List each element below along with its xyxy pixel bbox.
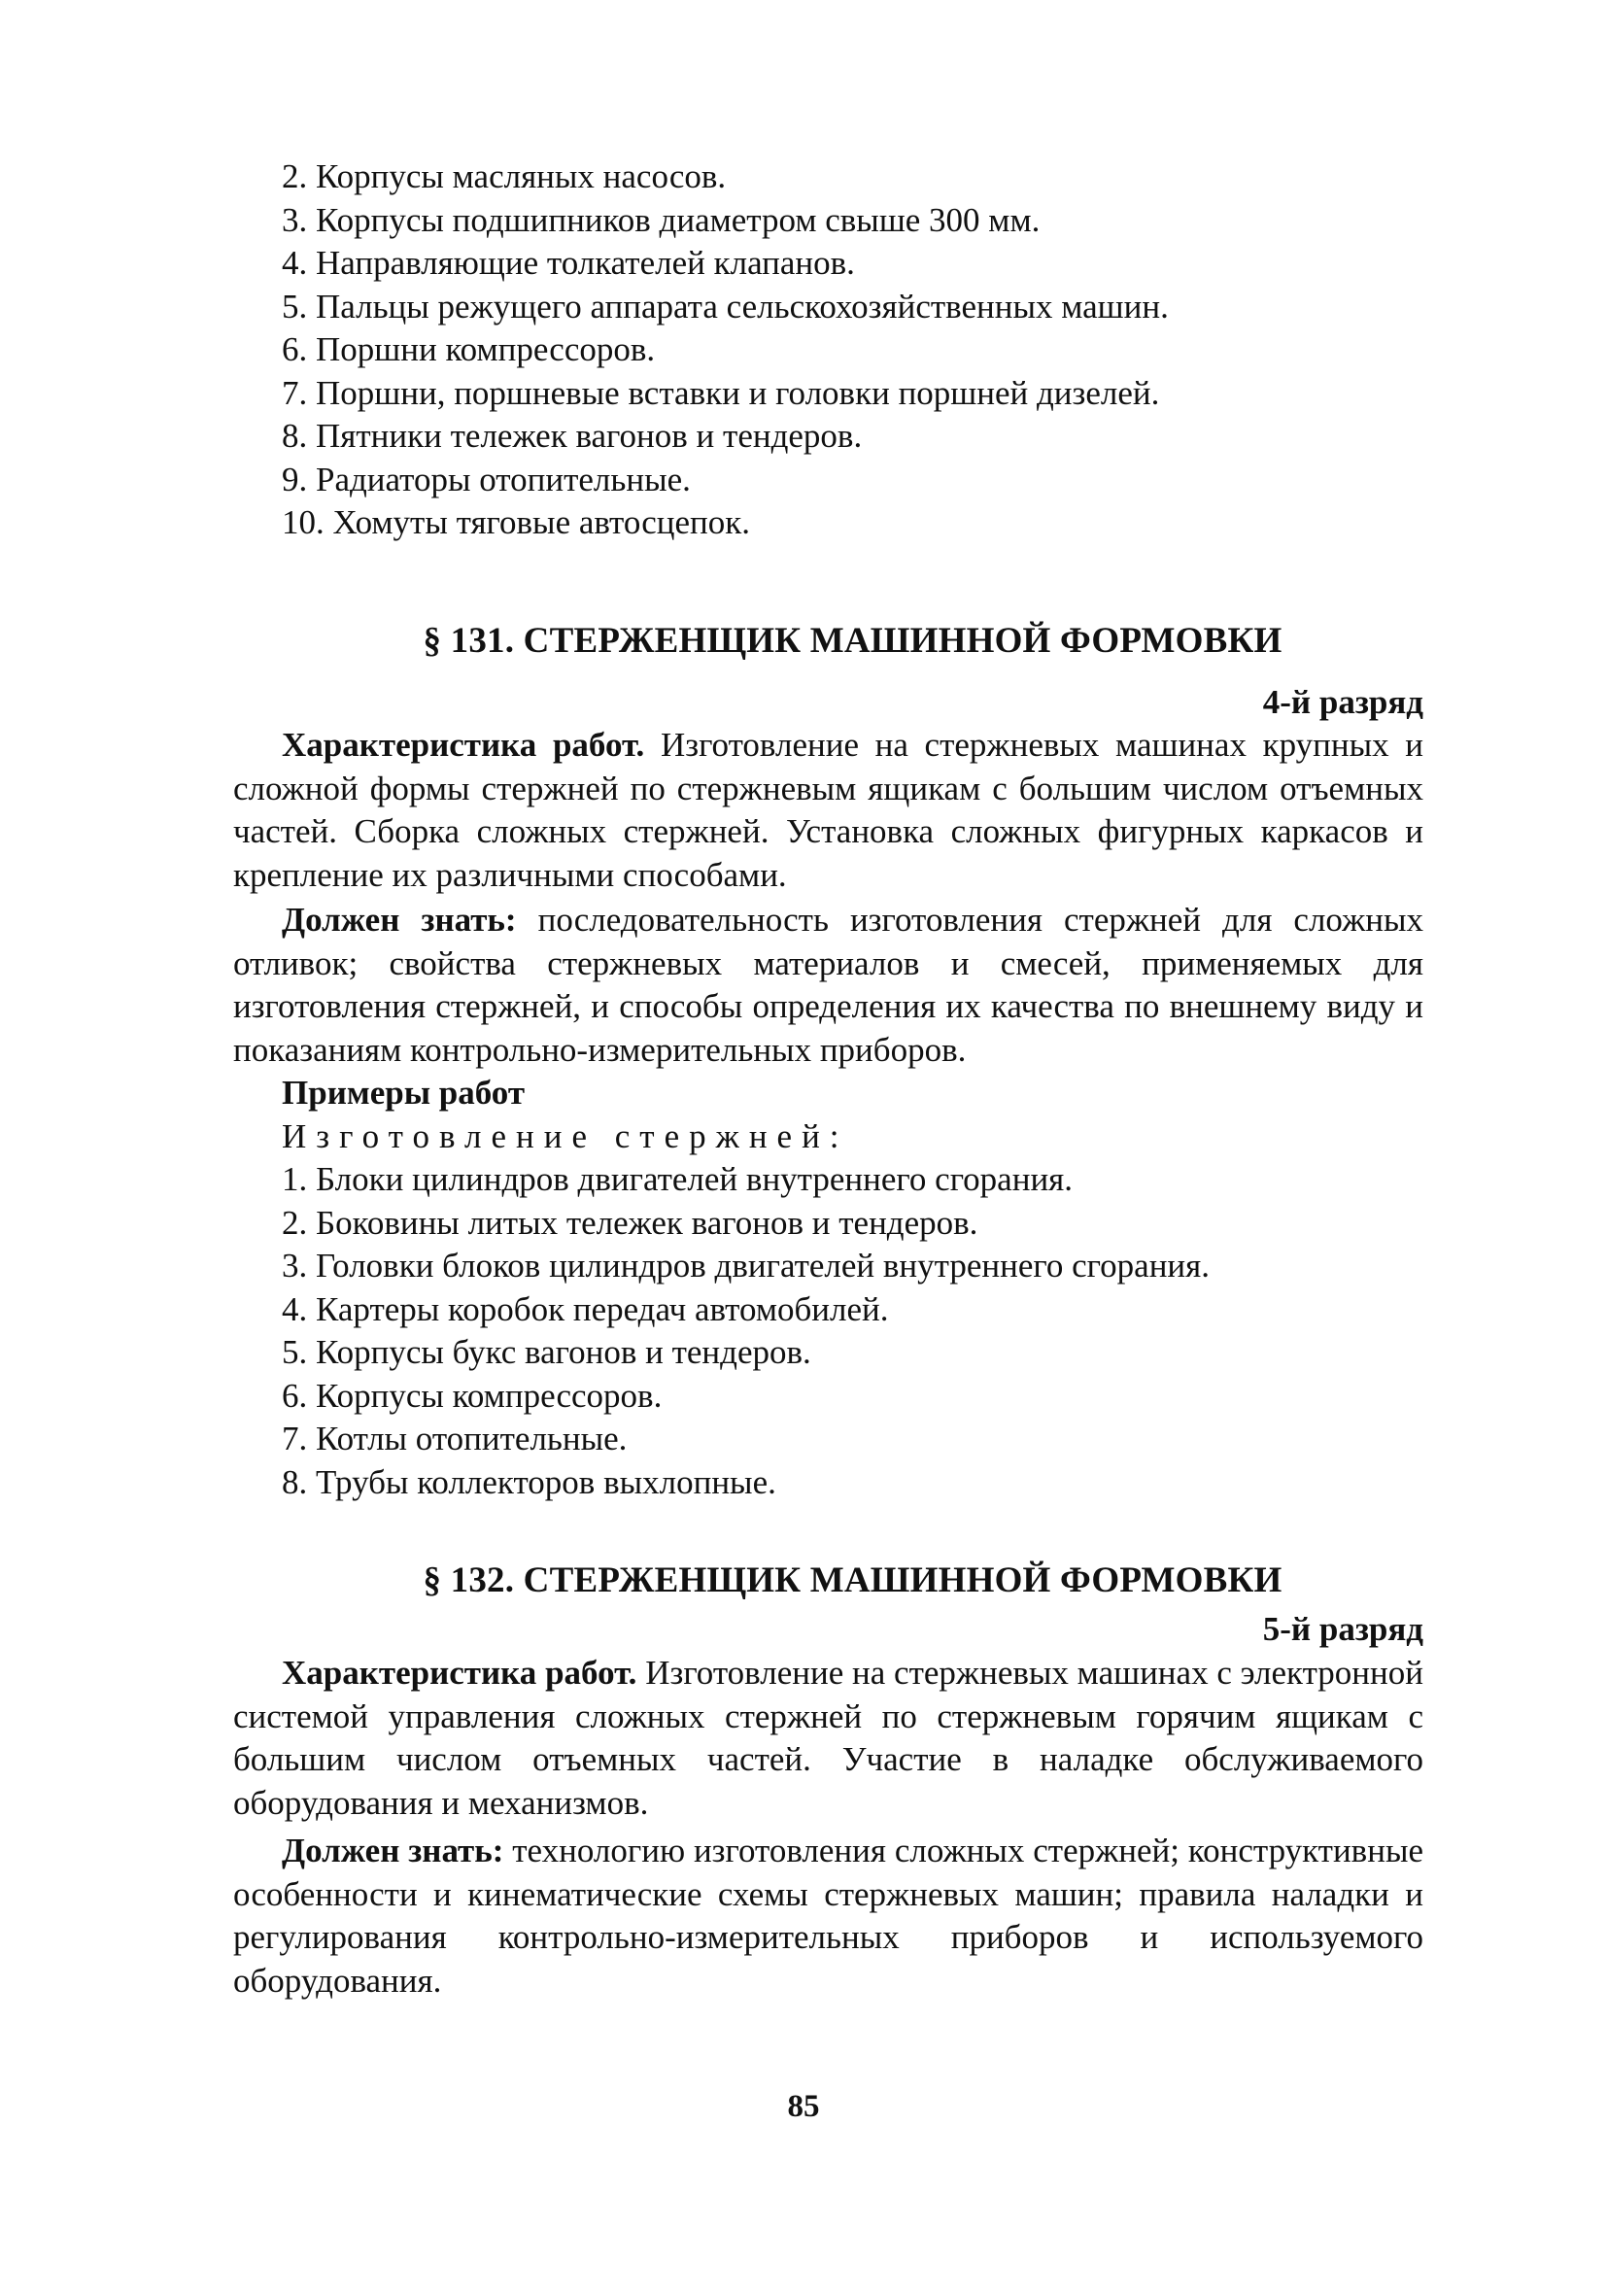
characteristics-text: Изготовление на стержневых машинах крупных и сложной формы стержней по стержневым ящикам с большим числом отъемных частей. Сборка сложных стержней. Установка сложных фигурных каркасов и крепление их различными способами. <box>233 726 1424 894</box>
knowledge-label: Должен знать: <box>282 901 517 939</box>
list-item: 6. Корпусы компрессоров. <box>282 1376 663 1415</box>
section-132-grade: 5-й разряд <box>1262 1610 1423 1648</box>
list-item: 5. Корпусы букс вагонов и тендеров. <box>282 1333 811 1371</box>
knowledge-text: технологию изготовления сложных стержней; конструктивные особенности и кинематические схемы стержневых машин; правила наладки и регулирования контрольно-измерительных приборов и используемого оборудования. <box>233 1832 1423 2000</box>
examples-subheading: Изготовление стержней: <box>282 1117 849 1155</box>
list-item: 7. Поршни, поршневые вставки и головки поршней дизелей. <box>282 373 1160 412</box>
list-item: 4. Картеры коробок передач автомобилей. <box>282 1289 889 1328</box>
list-item: 4. Направляющие толкателей клапанов. <box>282 244 855 282</box>
section-132-title: § 132. СТЕРЖЕНЩИК МАШИННОЙ ФОРМОВКИ <box>423 1560 1282 1600</box>
list-item: 8. Пятники тележек вагонов и тендеров. <box>282 417 863 455</box>
list-item: 2. Боковины литых тележек вагонов и тендеров. <box>282 1203 978 1242</box>
section-132-knowledge <box>233 1830 1423 2003</box>
list-item: 2. Корпусы масляных насосов. <box>282 157 727 195</box>
list-item: 1. Блоки цилиндров двигателей внутреннего сгорания. <box>282 1160 1074 1198</box>
characteristics-label: Характеристика работ. <box>282 726 645 764</box>
list-examples <box>282 1158 1423 1504</box>
knowledge-text: последовательность изготовления стержней для сложных отливок; свойства стержневых материалов и смесей, применяемых для изготовления стержней, и способы определения их качества по внешнему виду и показаниям контрольно-измерительных приборов. <box>233 901 1423 1069</box>
knowledge-label: Должен знать: <box>282 1832 504 1869</box>
section-131-grade: 4-й разряд <box>1262 683 1423 721</box>
list-item: 3. Корпусы подшипников диаметром свыше 300 мм. <box>282 200 1041 239</box>
list-item: 8. Трубы коллекторов выхлопные. <box>282 1462 776 1501</box>
list-item: 9. Радиаторы отопительные. <box>282 460 691 498</box>
list-item: 5. Пальцы режущего аппарата сельскохозяйственных машин. <box>282 287 1169 326</box>
list-item: 3. Головки блоков цилиндров двигателей внутреннего сгорания. <box>282 1247 1211 1285</box>
list-item: 7. Котлы отопительные. <box>282 1420 628 1457</box>
section-132-characteristics <box>233 1652 1423 1825</box>
characteristics-label: Характеристика работ. <box>282 1654 637 1692</box>
examples-heading: Примеры работ <box>282 1074 526 1112</box>
list-top <box>282 155 1423 545</box>
section-131-title: § 131. СТЕРЖЕНЩИК МАШИННОЙ ФОРМОВКИ <box>423 621 1282 661</box>
section-131-knowledge <box>233 899 1423 1072</box>
list-item: 10. Хомуты тяговые автосцепок. <box>282 503 751 541</box>
characteristics-text: Изготовление на стержневых машинах с электронной системой управления сложных стержней по стержневым горячим ящикам с большим числом отъемных частей. Участие в наладке обслуживаемого оборудования и механизмов. <box>233 1654 1423 1822</box>
list-item: 6. Поршни компрессоров. <box>282 330 656 368</box>
section-131-characteristics <box>233 724 1423 897</box>
page-number: 85 <box>787 2089 820 2124</box>
